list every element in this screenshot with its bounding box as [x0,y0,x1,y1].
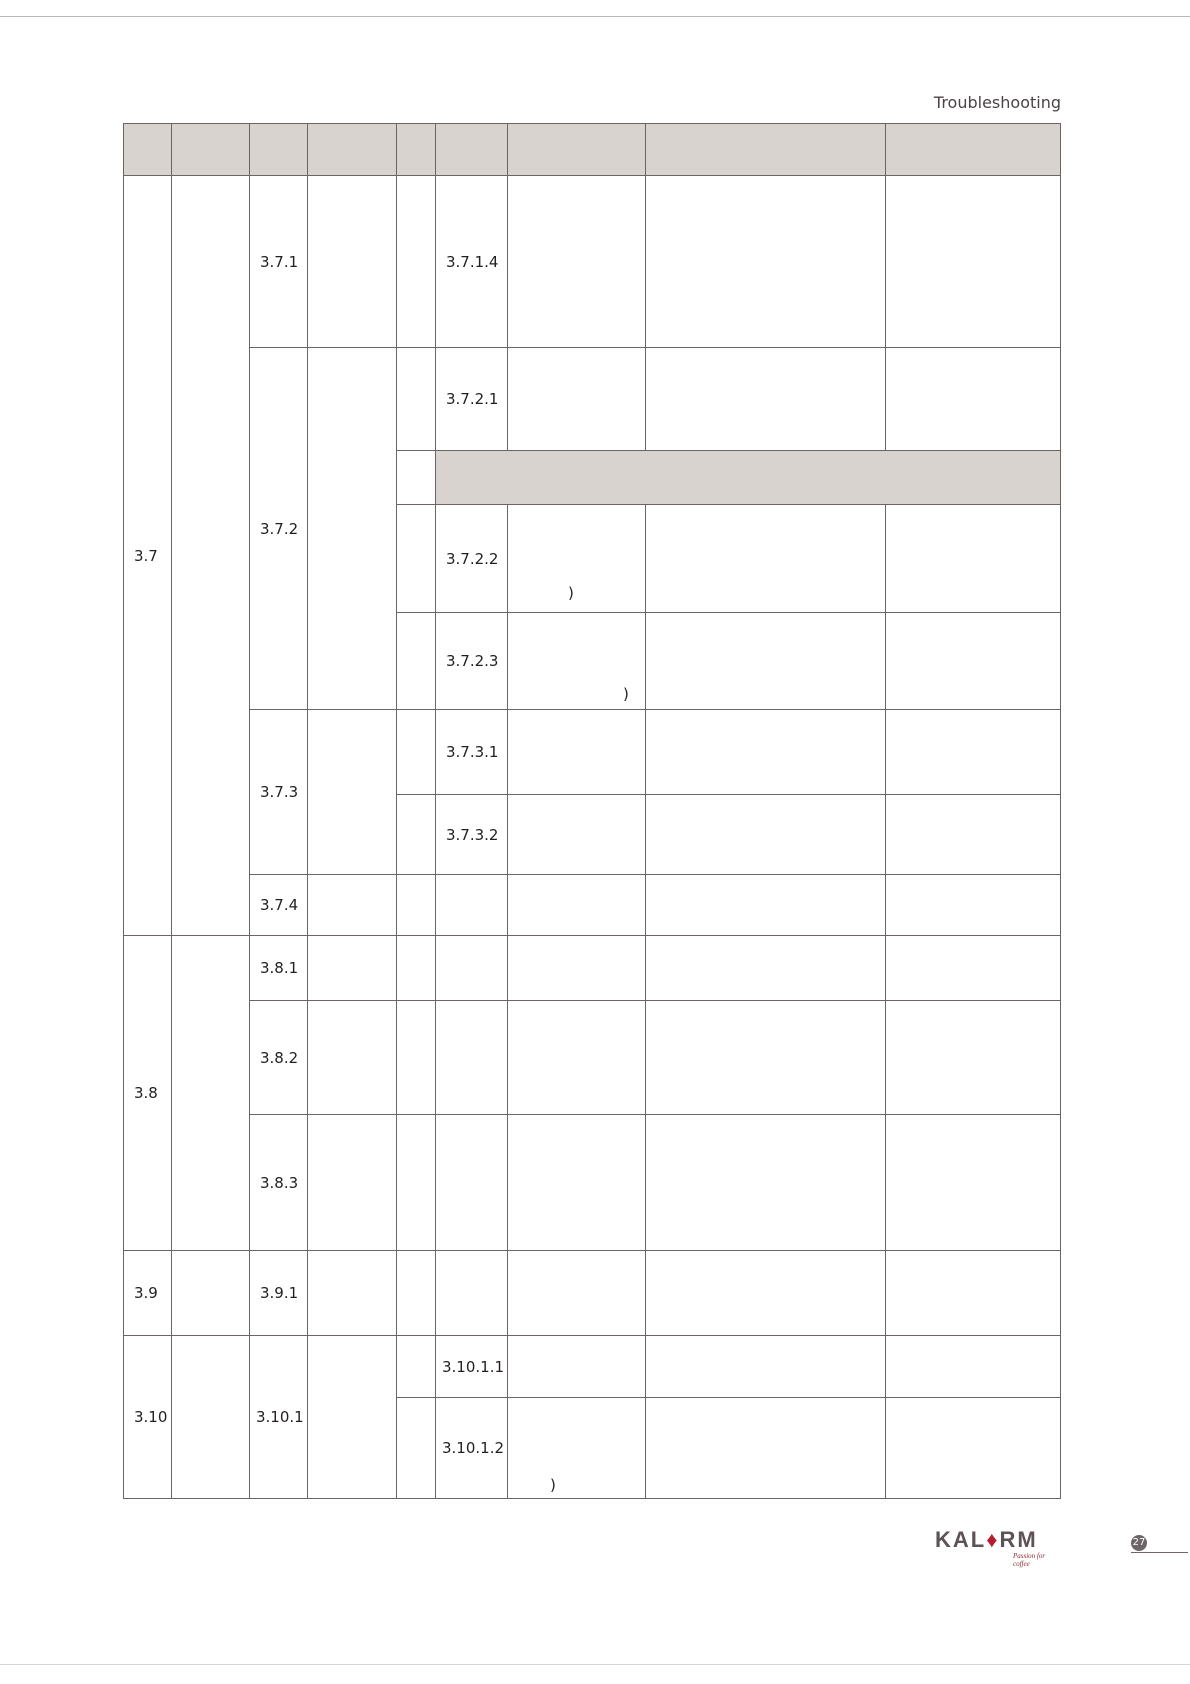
cell [397,505,436,613]
cell [886,1398,1061,1499]
cell [886,936,1061,1001]
cell [646,875,886,936]
paren-cell: ) [508,613,646,710]
paren-cell: ) [508,1398,646,1499]
table-row [124,1115,1061,1251]
section-number: 3.8 [124,936,172,1251]
table-row [124,710,1061,795]
cell [646,1001,886,1115]
troubleshooting-table [123,123,1061,1499]
cell [508,710,646,795]
problem-code: 3.7.2.3 [436,613,508,710]
subsection-number: 3.7.4 [250,875,308,936]
band-cell [436,451,1061,505]
cell [508,348,646,451]
cell [436,1251,508,1336]
cell [436,875,508,936]
cell [436,1115,508,1251]
brand-tagline: Passion for coffee [1013,1552,1046,1568]
cell [308,176,397,348]
header-cell [646,124,886,176]
cell [886,613,1061,710]
cell [508,936,646,1001]
header-cell [124,124,172,176]
cell [397,710,436,795]
header-cell [308,124,397,176]
brand-wordmark [935,1527,1055,1553]
cell [646,613,886,710]
cell [886,1251,1061,1336]
cell [397,1115,436,1251]
paren-cell: ) [508,505,646,613]
subsection-number: 3.7.3 [250,710,308,875]
cell [436,936,508,1001]
cell [508,1336,646,1398]
cell [646,1251,886,1336]
page-number-rule [1131,1552,1188,1553]
table-row [124,936,1061,1001]
cell [646,505,886,613]
brand-text: KAL [935,1527,987,1552]
cell [397,613,436,710]
header-cell [508,124,646,176]
cell [886,710,1061,795]
cell [308,348,397,710]
subsection-number: 3.8.3 [250,1115,308,1251]
bottom-rule [0,1664,1190,1665]
cell [508,1251,646,1336]
cell [397,936,436,1001]
cell [646,795,886,875]
section-number: 3.10 [124,1336,172,1499]
cell [646,936,886,1001]
cell [646,710,886,795]
cell [886,176,1061,348]
section-cell [172,1336,250,1499]
cell [397,1251,436,1336]
section-cell [172,936,250,1251]
cell [886,875,1061,936]
cell [508,176,646,348]
cell [508,1115,646,1251]
cell [508,795,646,875]
brand-logo [935,1527,1055,1568]
table-row [124,348,1061,451]
header-cell [250,124,308,176]
problem-code: 3.7.3.1 [436,710,508,795]
cell [646,1336,886,1398]
subsection-number: 3.8.1 [250,936,308,1001]
brand-mark-icon: ♦ [986,1527,1000,1552]
table-row [124,1251,1061,1336]
cell [308,875,397,936]
cell [397,348,436,451]
cell [646,1115,886,1251]
cell [308,1336,397,1499]
subsection-number: 3.9.1 [250,1251,308,1336]
top-rule [0,16,1190,17]
cell [308,1251,397,1336]
subsection-number: 3.8.2 [250,1001,308,1115]
cell [397,875,436,936]
cell [886,795,1061,875]
header-cell [397,124,436,176]
cell [886,1115,1061,1251]
section-number: 3.7 [124,176,172,936]
brand-text: RM [999,1527,1038,1552]
table-row [124,875,1061,936]
header-cell [172,124,250,176]
cell [646,176,886,348]
cell [397,1001,436,1115]
cell [308,1115,397,1251]
cell [397,451,436,505]
subsection-number: 3.7.2 [250,348,308,710]
problem-code: 3.7.3.2 [436,795,508,875]
problem-code: 3.7.2.2 [436,505,508,613]
subsection-number: 3.10.1 [250,1336,308,1499]
cell [646,1398,886,1499]
section-number: 3.9 [124,1251,172,1336]
header-cell [886,124,1061,176]
cell [886,1336,1061,1398]
problem-code: 3.10.1.2 [436,1398,508,1499]
cell [397,176,436,348]
cell [397,1336,436,1398]
cell [886,348,1061,451]
cell [436,1001,508,1115]
cell [508,875,646,936]
section-cell [172,1251,250,1336]
problem-code: 3.7.1.4 [436,176,508,348]
subsection-number: 3.7.1 [250,176,308,348]
cell [397,795,436,875]
cell [886,505,1061,613]
header-cell [436,124,508,176]
page-number: 27 [1131,1535,1147,1551]
cell [508,1001,646,1115]
problem-code: 3.7.2.1 [436,348,508,451]
table-row [124,176,1061,348]
table-row [124,1001,1061,1115]
section-title: Troubleshooting [933,93,1061,112]
cell [886,1001,1061,1115]
section-cell [172,176,250,936]
cell [646,348,886,451]
cell [308,1001,397,1115]
table-row [124,1336,1061,1398]
cell [397,1398,436,1499]
cell [308,936,397,1001]
cell [308,710,397,875]
table-header-row [124,124,1061,176]
problem-code: 3.10.1.1 [436,1336,508,1398]
